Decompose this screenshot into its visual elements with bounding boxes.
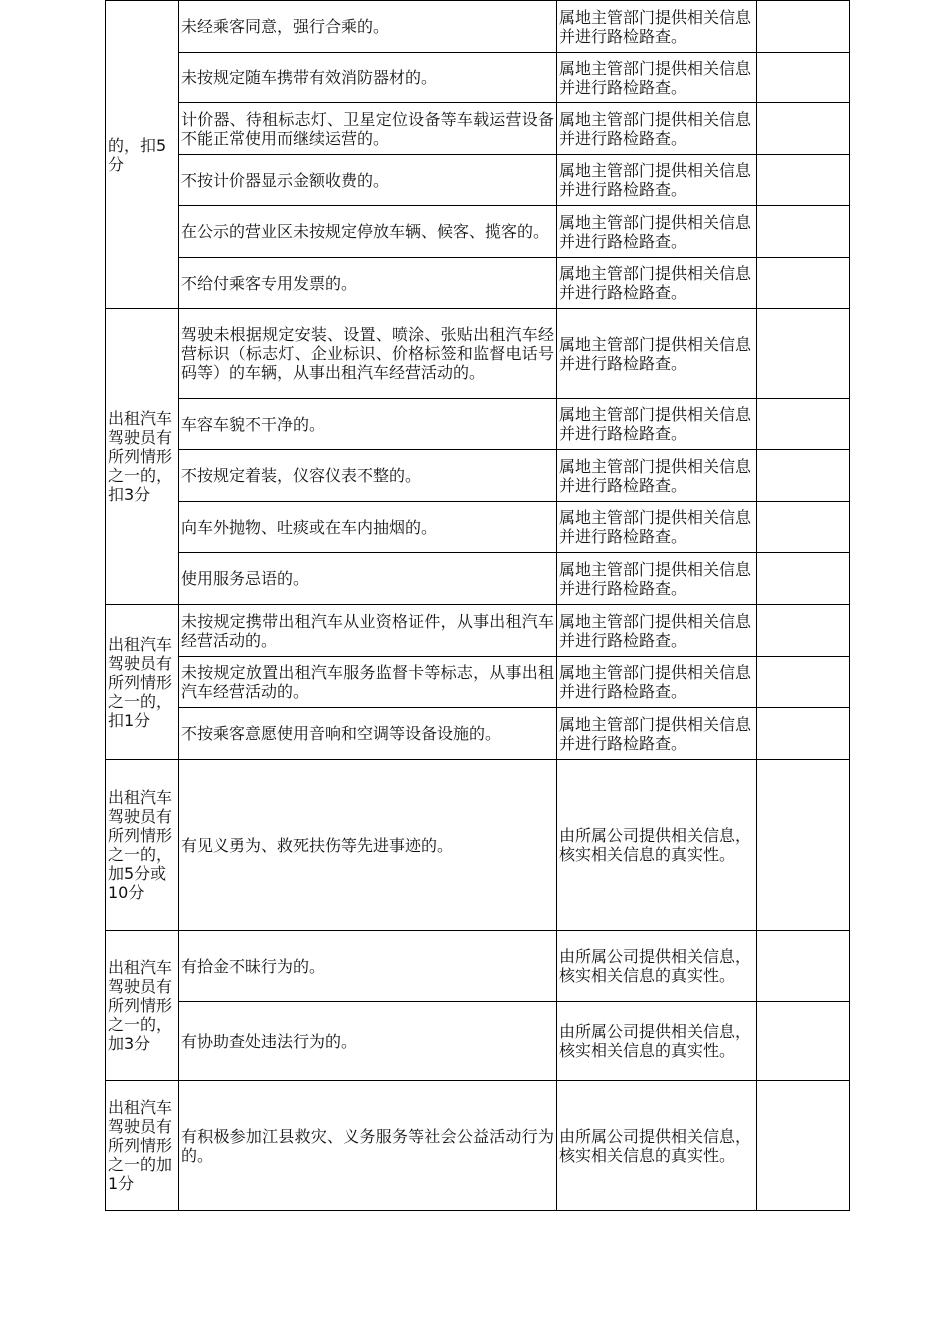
item-cell: 在公示的营业区未按规定停放车辆、候客、揽客的。 — [179, 206, 557, 258]
verify-cell: 由所属公司提供相关信息，核实相关信息的真实性。 — [557, 931, 757, 1002]
note-cell — [757, 450, 850, 502]
verify-cell: 属地主管部门提供相关信息并进行路检路查。 — [557, 553, 757, 605]
table-row — [106, 103, 850, 155]
table-row — [106, 450, 850, 502]
verify-cell: 由所属公司提供相关信息，核实相关信息的真实性。 — [557, 760, 757, 931]
item-cell: 计价器、待租标志灯、卫星定位设备等车载运营设备不能正常使用而继续运营的。 — [179, 103, 557, 155]
note-cell — [757, 553, 850, 605]
verify-cell: 属地主管部门提供相关信息并进行路检路查。 — [557, 399, 757, 450]
item-cell: 向车外抛物、吐痰或在车内抽烟的。 — [179, 502, 557, 553]
note-cell — [757, 502, 850, 553]
note-cell — [757, 309, 850, 399]
note-cell — [757, 206, 850, 258]
category-label: 出租汽车驾驶员有所列情形之一的，加5分或10分 — [108, 788, 173, 902]
note-cell — [757, 258, 850, 309]
category-label: 的，扣5分 — [108, 135, 167, 174]
item-cell: 未按规定携带出租汽车从业资格证件，从事出租汽车经营活动的。 — [179, 605, 557, 657]
category-cell — [106, 931, 179, 1081]
table-row — [106, 931, 850, 1002]
item-cell: 驾驶未根据规定安装、设置、喷涂、张贴出租汽车经营标识（标志灯、企业标识、价格标签和监督电话号码等）的车辆，从事出租汽车经营活动的。 — [179, 309, 557, 399]
item-cell: 未按规定随车携带有效消防器材的。 — [179, 53, 557, 103]
item-cell: 不按乘客意愿使用音响和空调等设备设施的。 — [179, 708, 557, 760]
verify-cell: 属地主管部门提供相关信息并进行路检路查。 — [557, 450, 757, 502]
item-cell: 不给付乘客专用发票的。 — [179, 258, 557, 309]
table-row — [106, 258, 850, 309]
table-row — [106, 53, 850, 103]
note-cell — [757, 1081, 850, 1211]
table-row — [106, 1002, 850, 1081]
verify-cell: 属地主管部门提供相关信息并进行路检路查。 — [557, 708, 757, 760]
category-label: 出租汽车驾驶员有所列情形之一的，扣1分 — [108, 634, 173, 730]
category-cell — [106, 1, 179, 309]
item-cell: 未经乘客同意，强行合乘的。 — [179, 1, 557, 53]
note-cell — [757, 657, 850, 708]
table-row — [106, 553, 850, 605]
category-cell — [106, 760, 179, 931]
note-cell — [757, 1, 850, 53]
category-cell — [106, 309, 179, 605]
table-row — [106, 657, 850, 708]
category-cell — [106, 1081, 179, 1211]
verify-cell: 属地主管部门提供相关信息并进行路检路查。 — [557, 206, 757, 258]
note-cell — [757, 399, 850, 450]
item-cell: 有协助查处违法行为的。 — [179, 1002, 557, 1081]
item-cell: 使用服务忌语的。 — [179, 553, 557, 605]
note-cell — [757, 155, 850, 206]
item-cell: 未按规定放置出租汽车服务监督卡等标志，从事出租汽车经营活动的。 — [179, 657, 557, 708]
category-cell — [106, 605, 179, 760]
table-row — [106, 760, 850, 931]
verify-cell: 属地主管部门提供相关信息并进行路检路查。 — [557, 657, 757, 708]
item-cell: 有拾金不昧行为的。 — [179, 931, 557, 1002]
scoring-table — [105, 0, 850, 1211]
verify-cell: 属地主管部门提供相关信息并进行路检路查。 — [557, 1, 757, 53]
table-row — [106, 1, 850, 53]
note-cell — [757, 931, 850, 1002]
item-cell: 有积极参加江县救灾、义务服务等社会公益活动行为的。 — [179, 1081, 557, 1211]
table-row — [106, 155, 850, 206]
verify-cell: 由所属公司提供相关信息，核实相关信息的真实性。 — [557, 1002, 757, 1081]
verify-cell: 属地主管部门提供相关信息并进行路检路查。 — [557, 155, 757, 206]
item-cell: 不按计价器显示金额收费的。 — [179, 155, 557, 206]
verify-cell: 属地主管部门提供相关信息并进行路检路查。 — [557, 103, 757, 155]
verify-cell: 由所属公司提供相关信息，核实相关信息的真实性。 — [557, 1081, 757, 1211]
note-cell — [757, 760, 850, 931]
table-row — [106, 206, 850, 258]
verify-cell: 属地主管部门提供相关信息并进行路检路查。 — [557, 258, 757, 309]
table-row — [106, 605, 850, 657]
table-row — [106, 399, 850, 450]
verify-cell: 属地主管部门提供相关信息并进行路检路查。 — [557, 309, 757, 399]
category-label: 出租汽车驾驶员有所列情形之一的，扣3分 — [108, 409, 173, 504]
category-label: 出租汽车驾驶员有所列情形之一的加1分 — [108, 1098, 173, 1193]
table-row — [106, 502, 850, 553]
table-row — [106, 708, 850, 760]
note-cell — [757, 103, 850, 155]
verify-cell: 属地主管部门提供相关信息并进行路检路查。 — [557, 53, 757, 103]
note-cell — [757, 1002, 850, 1081]
note-cell — [757, 605, 850, 657]
note-cell — [757, 708, 850, 760]
table-row — [106, 1081, 850, 1211]
verify-cell: 属地主管部门提供相关信息并进行路检路查。 — [557, 502, 757, 553]
note-cell — [757, 53, 850, 103]
item-cell: 车容车貌不干净的。 — [179, 399, 557, 450]
table-row — [106, 309, 850, 399]
category-label: 出租汽车驾驶员有所列情形之一的，加3分 — [108, 958, 173, 1053]
item-cell: 不按规定着装，仪容仪表不整的。 — [179, 450, 557, 502]
item-cell: 有见义勇为、救死扶伤等先进事迹的。 — [179, 760, 557, 931]
verify-cell: 属地主管部门提供相关信息并进行路检路查。 — [557, 605, 757, 657]
